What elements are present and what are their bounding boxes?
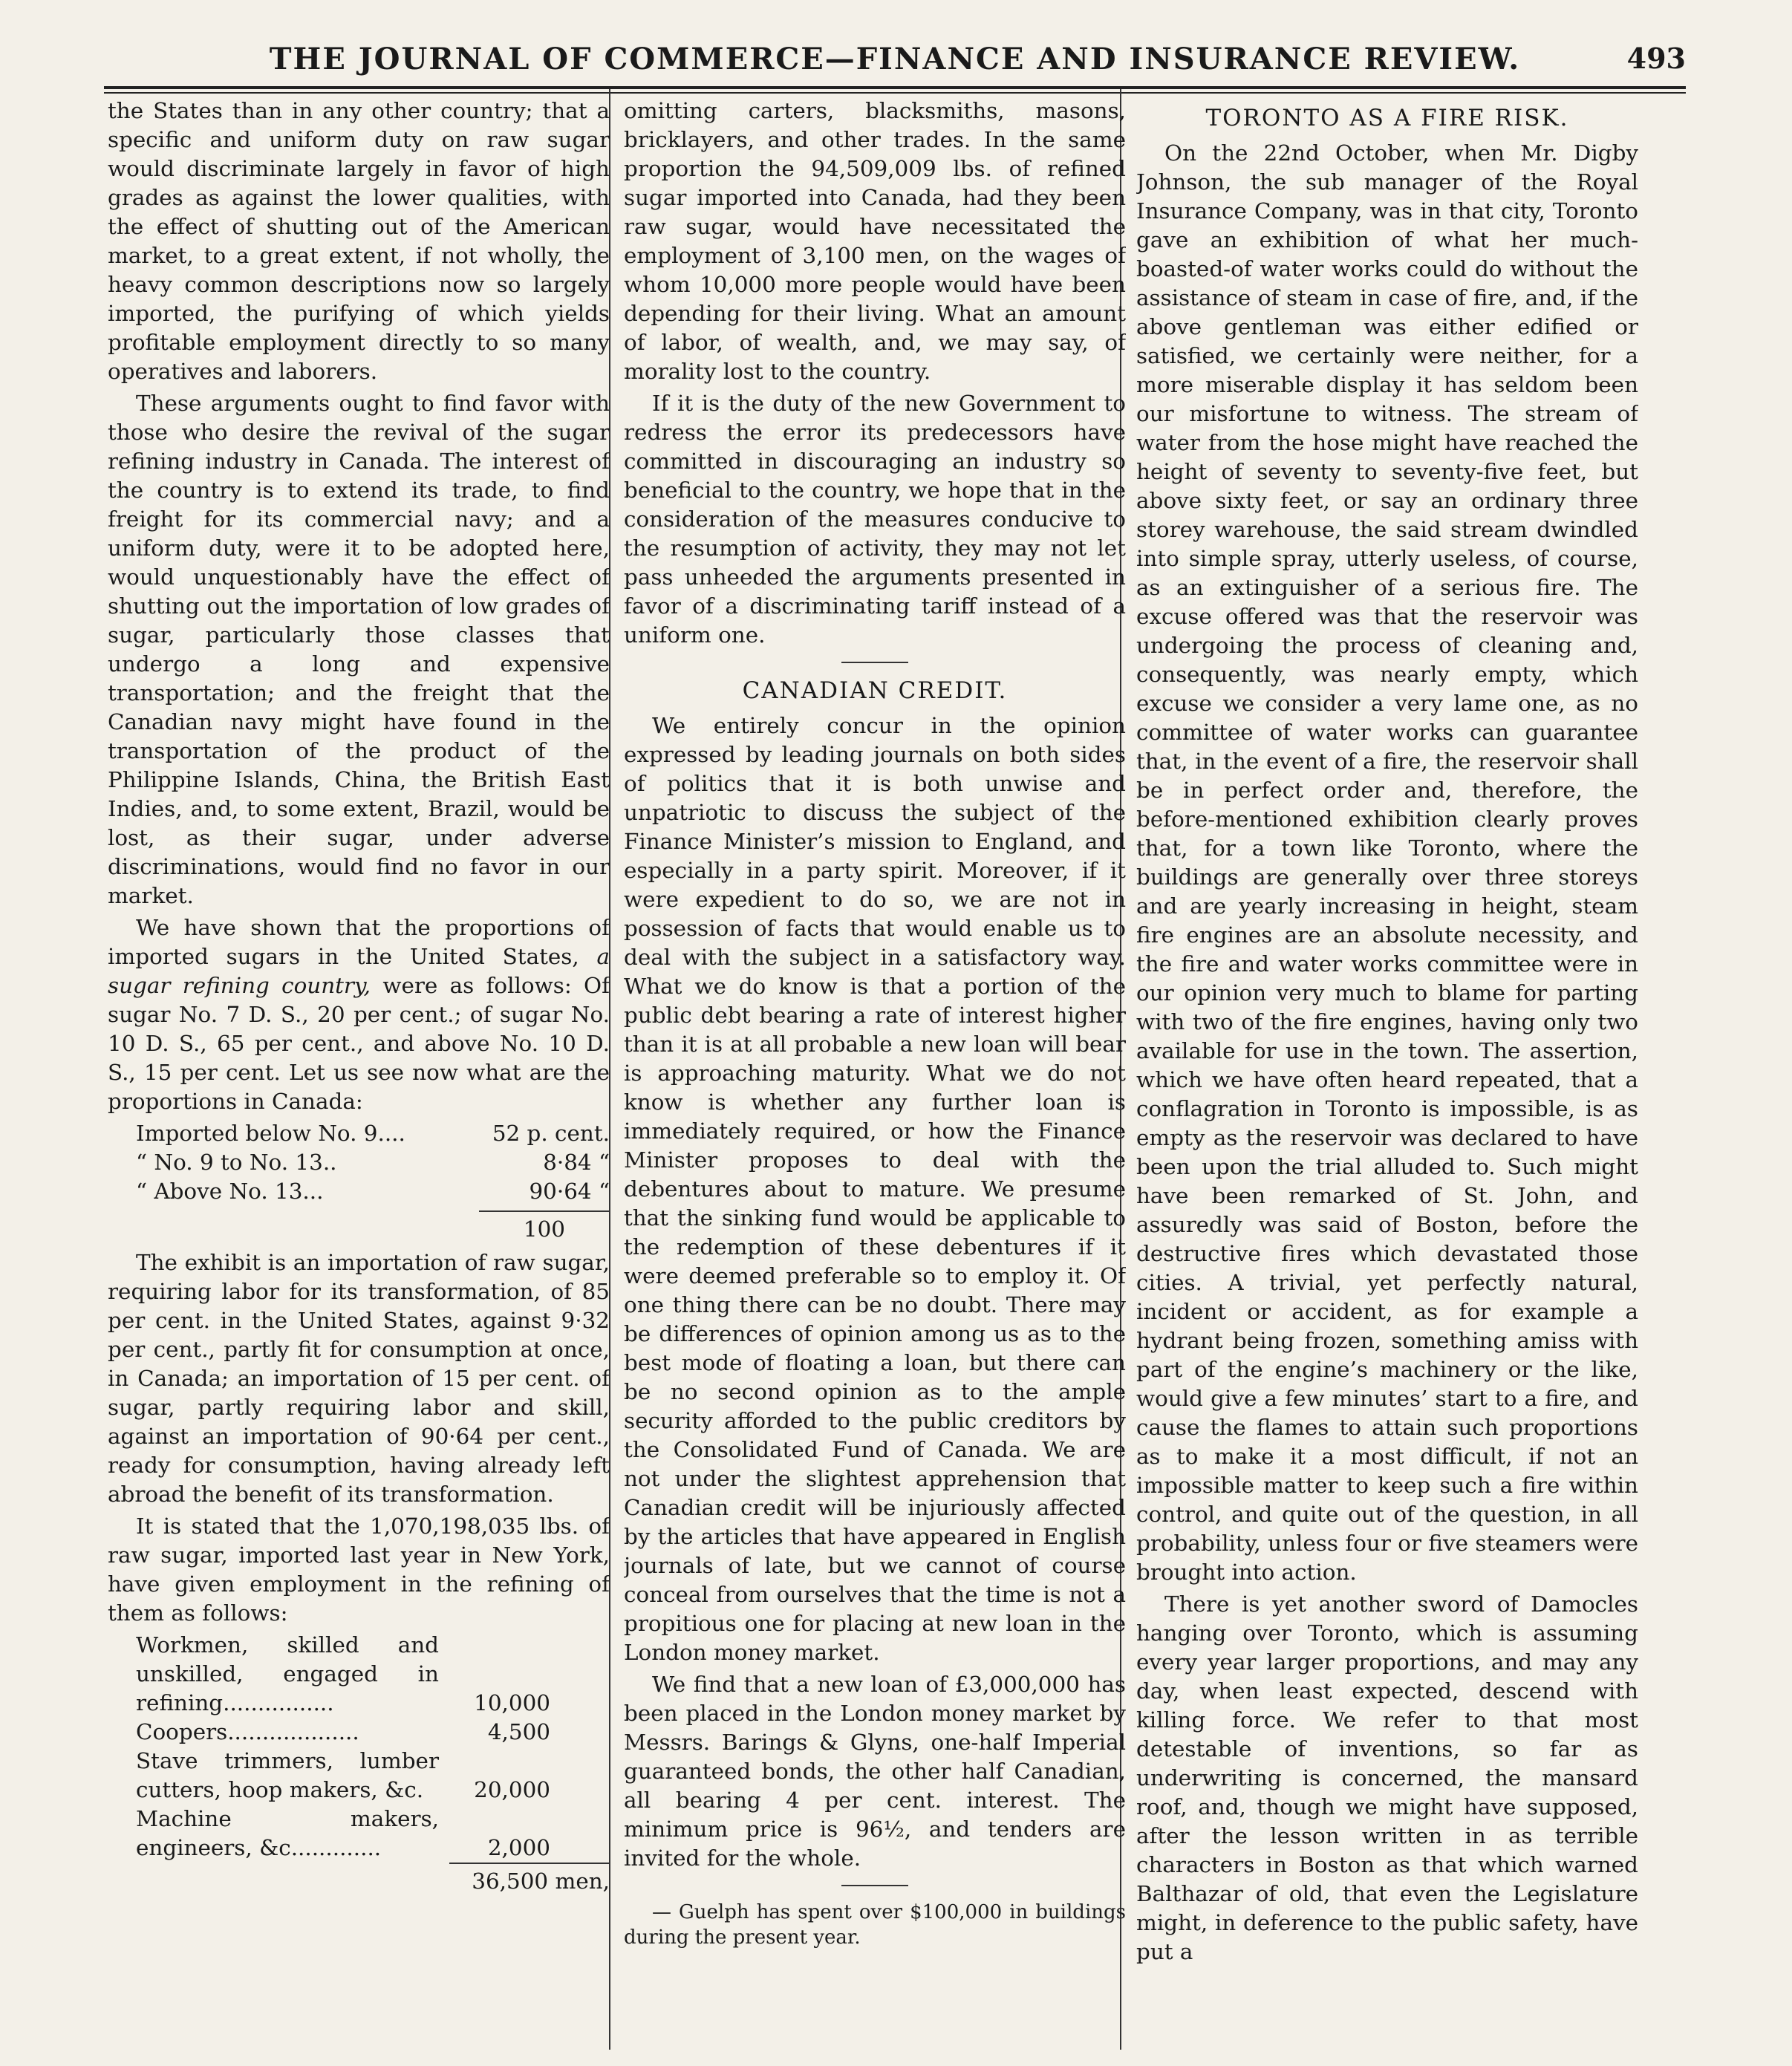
total-value: 100 <box>479 1210 610 1244</box>
running-header <box>104 33 1686 85</box>
row-value: 4,500 <box>487 1719 550 1744</box>
row-value: 20,000 <box>474 1777 550 1802</box>
paragraph: We entirely concur in the opinion expressed by leading journals on both sides of politics that it is both unwise and unpatriotic to discuss the subject of the Finance Minister’s mission to England, and especially in a party spirit. Moreover, if it were expedient to do so, we are not in possession of facts that would enable us to deal with the subject in a satisfactory way. What we do know is that a portion of the public debt bearing a rate of interest higher than it is at all probable a new loan will bear is approaching maturity. What we do not know is whether any further loan is immediately required, or how the Finance Minister proposes to deal with the debentures about to mature. We presume that the sinking fund would be applicable to the redemption of these debentures if it were deemed preferable so to employ it. Of one thing there can be no doubt. There may be differences of opinion among us as to the best mode of floating a loan, but there can be no second opinion as to the ample security afforded to the public creditors by the Consolidated Fund of Canada. We are not under the slightest apprehension that Canadian credit will be injuriously affected by the articles that have appeared in English journals of late, but we cannot of course conceal from ourselves that the time is not a propitious one for placing at new loan in the London money market. <box>624 713 1126 1665</box>
table-total <box>108 1210 610 1244</box>
section-separator <box>841 662 908 663</box>
section-title-canadian-credit: CANADIAN CREDIT. <box>742 677 1008 704</box>
workers-table <box>108 1631 610 1896</box>
row-label: Coopers................... <box>136 1719 359 1744</box>
paragraph: If it is the duty of the new Government to redress the error its predecessors have committed in discouraging an industry so beneficial to the country, we hope that in the consideration of the measures conducive to the resumption of activity, they may not let pass unheeded the arguments presented in favor of a discriminating tariff instead of a uniform one. <box>624 391 1126 648</box>
table-row <box>108 1805 610 1863</box>
section-title-toronto-fire-risk: TORONTO AS A FIRE RISK. <box>1205 105 1569 131</box>
row-value: 90·64 “ <box>529 1179 610 1204</box>
row-label: Workmen, skilled and unskilled, engaged in refining................ <box>136 1632 439 1715</box>
table-row <box>108 1631 610 1718</box>
row-value: 8·84 “ <box>543 1150 610 1175</box>
table-row <box>108 1119 610 1148</box>
page-number: 493 <box>1626 42 1686 75</box>
row-label: “ Above No. 13... <box>136 1179 324 1204</box>
paragraph: There is yet another sword of Damocles hanging over Toronto, which is assuming every year larger proportions, and may any day, when least expected, descend with killing force. We refer to that most detestable of inventions, so far as underwriting is concerned, the mansard roof, and, though we might have supposed, after the lesson written in as terrible characters in Boston as that which warned Balthazar of old, that even the Legislature might, in deference to the public safety, have put a <box>1136 1591 1638 1964</box>
paragraph: On the 22nd October, when Mr. Digby Johnson, the sub manager of the Royal Insurance Company, was in that city, Toronto gave an exhibition of what her much-boasted-of water works could do without the assistance of steam in case of fire, and, if the above gentleman was either edified or satisfied, we certainly were neither, for a more miserable display it has seldom been our misfortune to witness. The stream of water from the hose might have reached the height of seventy to seventy-five feet, but above sixty feet, or say an ordinary three storey warehouse, the said stream dwindled into simple spray, utterly useless, of course, as an extinguisher of a serious fire. The excuse offered was that the reservoir was undergoing the process of cleaning and, consequently, was nearly empty, which excuse we consider a very lame one, as no committee of water works can guarantee that, in the event of a fire, the reservoir shall be in perfect order and, therefore, the before-mentioned exhibition clearly proves that, for a town like Toronto, where the buildings are generally over three storeys and are yearly increasing in height, steam fire engines are an absolute necessity, and the fire and water works committee were in our opinion very much to blame for parting with two of the fire engines, having only two available for use in the town. The assertion, which we have often heard repeated, that a conflagration in Toronto is impossible, is as empty as the reservoir was declared to have been upon the trial alluded to. Such might have been remarked of St. John, and assuredly was said of Boston, before the destructive fires which devastated those cities. A trivial, yet perfectly natural, incident or accident, as for example a hydrant being frozen, something amiss with part of the engine’s machinery or the like, would give a few minutes’ start to a fire, and cause the flames to attain such proportions as to make it a most difficult, if not an impossible matter to keep such a fire within control, and quite out of the question, in all probability, unless four or five steamers were brought into action. <box>1136 140 1638 1585</box>
proportions-table <box>108 1119 610 1244</box>
paragraph-text: were as follows: Of sugar No. 7 D. S., 20 per cent.; of sugar No. 10 D. S., 65 per cent., and above No. 10 D. S., 15 per cent. Let us see now what are the proportions in Canada: <box>108 973 610 1114</box>
journal-title: THE JOURNAL OF COMMERCE—FINANCE AND INSURANCE REVIEW. <box>269 41 1521 76</box>
workers-total <box>108 1863 610 1896</box>
table-row <box>108 1177 610 1206</box>
row-label: Imported below No. 9.... <box>136 1121 405 1146</box>
paragraph: omitting carters, blacksmiths, masons, bricklayers, and other trades. In the same proportion the 94,509,009 lbs. of refined sugar imported into Canada, had they been raw sugar, would have necessitated the employment of 3,100 men, on the wages of whom 10,000 more people would have been depending for their living. What an amount of labor, of wealth, and, we may say, of morality lost to the country. <box>624 98 1126 384</box>
paragraph-text: We have shown that the proportions of imported sugars in the United States, <box>108 915 610 969</box>
row-value: 52 p. cent. <box>492 1121 610 1146</box>
paragraph: The exhibit is an importation of raw sugar, requiring labor for its transformation, of 85 per cent. in the United States, against 9·32 per cent., partly fit for consumption at once, in Canada; an importation of 15 per cent. of sugar, partly requiring labor and skill, against an importation of 90·64 per cent., ready for consumption, having already left abroad the benefit of its transformation. <box>108 1250 610 1507</box>
paragraph: It is stated that the 1,070,198,035 lbs. of raw sugar, imported last year in New York, have given employment in the refining of them as follows: <box>108 1513 610 1626</box>
header-rule-thin <box>104 92 1686 94</box>
paragraph: We find that a new loan of £3,000,000 has been placed in the London money market by Messrs. Barings & Glyns, one-half Imperial guaranteed bonds, the other half Canadian, all bearing 4 per cent. interest. The minimum price is 96½, and tenders are invited for the whole. <box>624 1672 1126 1871</box>
row-label: Stave trimmers, lumber cutters, hoop makers, &c. <box>136 1748 439 1802</box>
row-label: “ No. 9 to No. 13.. <box>136 1150 337 1175</box>
paragraph <box>108 913 610 1116</box>
header-rule <box>104 86 1686 89</box>
column-2 <box>624 97 1126 2050</box>
table-row <box>108 1148 610 1177</box>
table-row <box>108 1718 610 1747</box>
section-separator <box>841 1885 908 1886</box>
paragraph: the States than in any other country; that a specific and uniform duty on raw sugar would discriminate largely in favor of high grades as against the lower qualities, with the effect of shutting out of the American market, to a great extent, if not wholly, the heavy common descriptions now so largely imported, the purifying of which yields profitable employment directly to so many operatives and laborers. <box>108 98 610 384</box>
paragraph: These arguments ought to find favor with those who desire the revival of the sugar refining industry in Canada. The interest of the country is to extend its trade, to find freight for its commercial navy; and a uniform duty, were it to be adopted here, would unquestionably have the effect of shutting out the importation of low grades of sugar, particularly those classes that undergo a long and expensive transportation; and the freight that the Canadian navy might have found in the transportation of the product of the Philippine Islands, China, the British East Indies, and, to some extent, Brazil, would be lost, as their sugar, under adverse discriminations, would find no favor in our market. <box>108 391 610 908</box>
table-row <box>108 1747 610 1805</box>
row-label: Machine makers, engineers, &c............. <box>136 1806 439 1860</box>
column-3 <box>1136 97 1638 2050</box>
total-value: 36,500 men, <box>449 1863 610 1896</box>
row-value: 2,000 <box>487 1835 550 1860</box>
emphasis-text: a sugar refining country, <box>108 944 610 998</box>
row-value: 10,000 <box>474 1690 550 1715</box>
column-1 <box>108 97 610 2050</box>
news-note: — Guelph has spent over $100,000 in buildings during the present year. <box>624 1901 1126 1949</box>
